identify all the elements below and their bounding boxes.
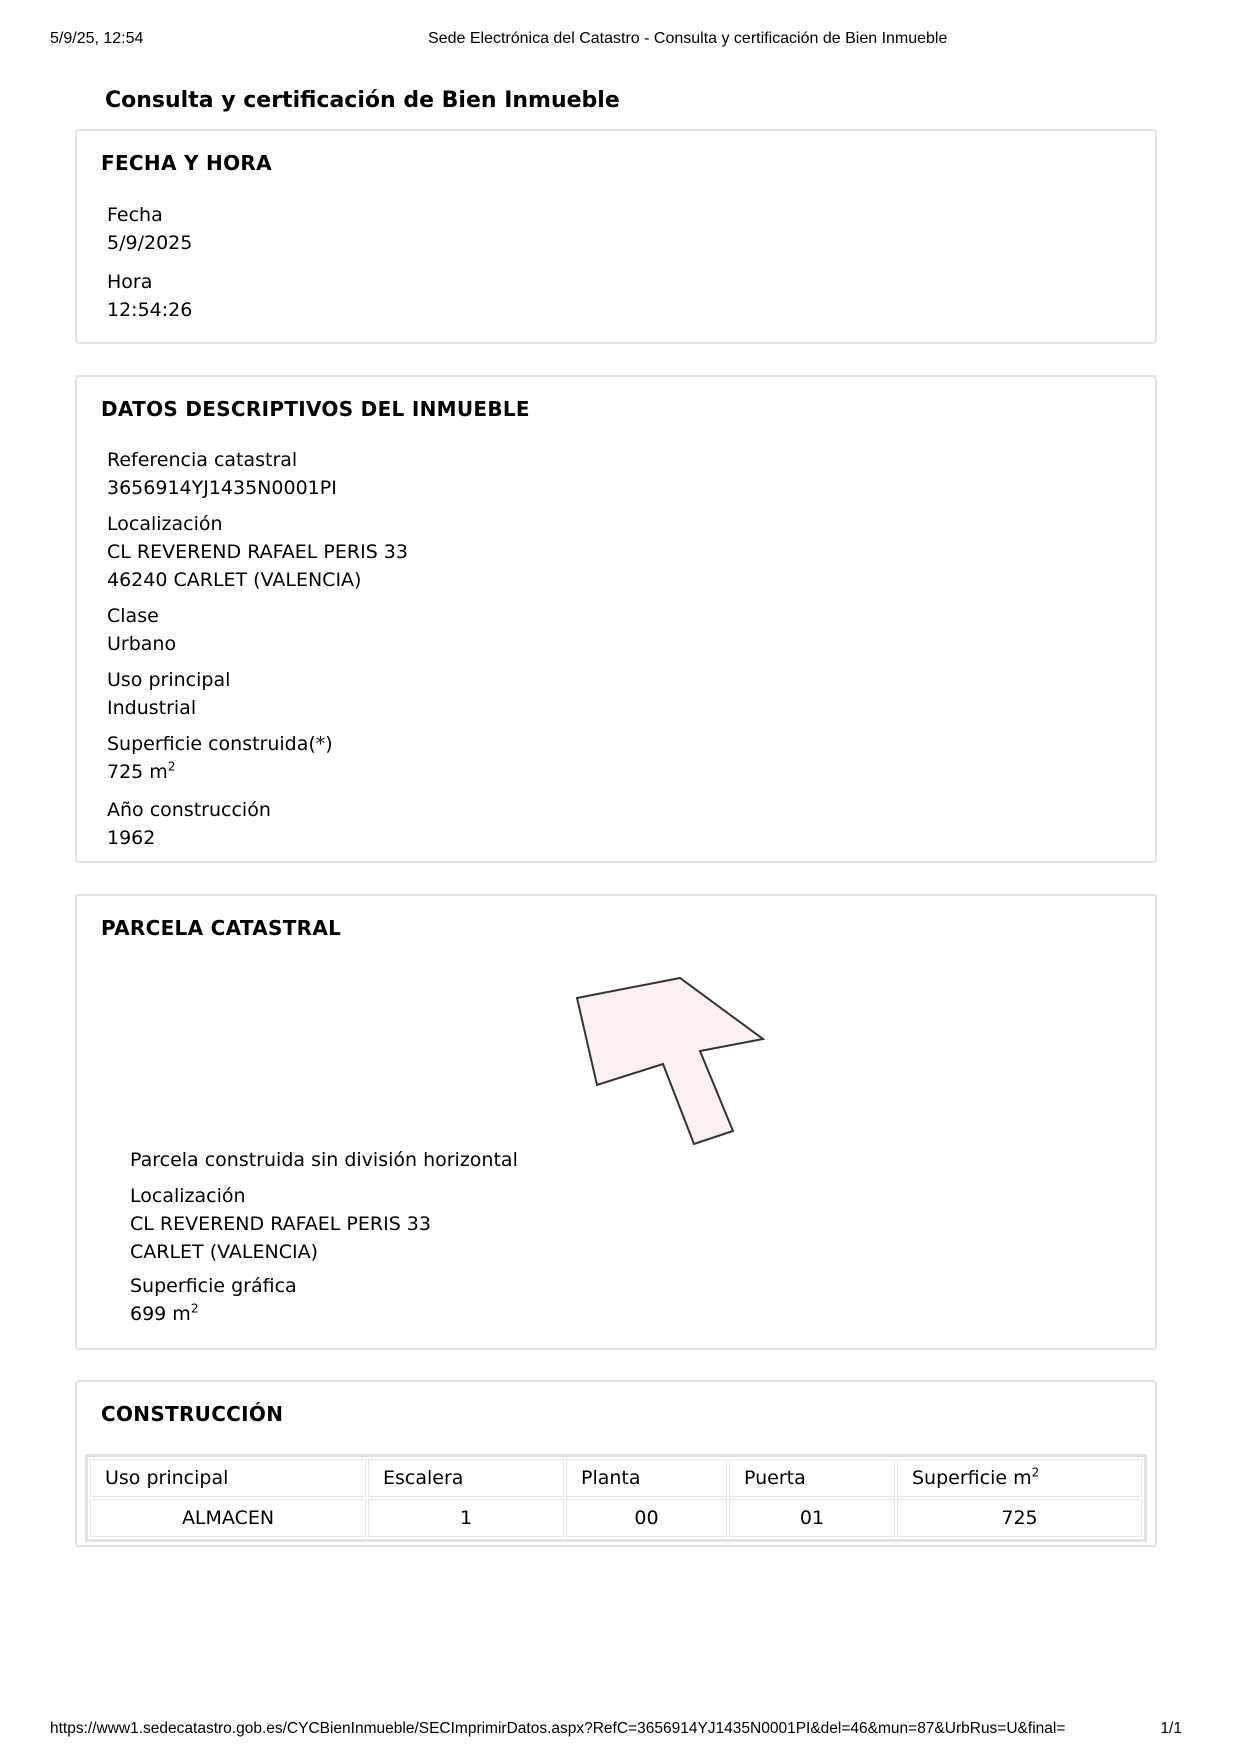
print-document-title: Sede Electrónica del Catastro - Consulta y certificación de Bien Inmueble [428,30,948,47]
parcel-map [527,966,767,1166]
print-date: 5/9/25, 12:54 [50,30,144,47]
cell-escalera: 1 [368,1499,564,1537]
panel-construccion [75,1380,1157,1547]
table-row [90,1499,1142,1537]
fecha-value: 5/9/2025 [107,232,193,254]
section-heading-parcela: PARCELA CATASTRAL [101,916,342,940]
print-header [50,30,1190,54]
localizacion-label: Localización [107,513,223,535]
localizacion-line1: CL REVEREND RAFAEL PERIS 33 [107,541,408,563]
page-title: Consulta y certificación de Bien Inmueble [105,88,620,113]
cell-planta: 00 [566,1499,727,1537]
referencia-label: Referencia catastral [107,449,298,471]
superficie-number: 725 m [107,761,168,783]
clase-label: Clase [107,605,159,627]
parcela-tipo: Parcela construida sin división horizontal [130,1149,518,1171]
column-header-superficie-exponent: 2 [1031,1465,1040,1480]
field-referencia-catastral [107,446,337,502]
superficie-label: Superficie construida(*) [107,733,333,755]
uso-value: Industrial [107,697,197,719]
column-header-planta: Planta [566,1459,727,1497]
section-heading-datos: DATOS DESCRIPTIVOS DEL INMUEBLE [101,397,530,421]
hora-value: 12:54:26 [107,299,193,321]
superficie-grafica-exponent: 2 [190,1301,199,1316]
print-url: https://www1.sedecatastro.gob.es/CYCBienInmueble/SECImprimirDatos.aspx?RefC=3656914YJ1435N0001PI&del=46&mun=87&UrbRus=U&final= [50,1720,1066,1737]
clase-value: Urbano [107,633,177,655]
superficie-grafica-label: Superficie gráfica [130,1275,297,1297]
parcela-localizacion-line2: CARLET (VALENCIA) [130,1241,318,1263]
hora-label: Hora [107,271,153,293]
field-fecha [107,201,192,257]
column-header-puerta: Puerta [729,1459,895,1497]
fecha-label: Fecha [107,204,163,226]
parcela-localizacion-line1: CL REVEREND RAFAEL PERIS 33 [130,1213,431,1235]
panel-parcela-catastral [75,894,1157,1350]
superficie-grafica-value [130,1300,297,1328]
referencia-value: 3656914YJ1435N0001PI [107,477,337,499]
section-heading-construccion: CONSTRUCCIÓN [101,1402,284,1426]
section-heading-fecha-hora: FECHA Y HORA [101,151,272,175]
field-parcela-tipo [130,1146,518,1174]
print-footer [50,1720,1190,1744]
field-superficie-construida [107,730,333,786]
parcela-localizacion-label: Localización [130,1185,246,1207]
superficie-value [107,758,333,786]
anio-label: Año construcción [107,799,271,821]
field-superficie-grafica [130,1272,297,1328]
column-header-superficie [897,1459,1142,1497]
field-parcela-localizacion [130,1182,431,1266]
panel-fecha-hora [75,129,1157,344]
anio-value: 1962 [107,827,156,849]
panel-datos-descriptivos [75,375,1157,863]
column-header-escalera: Escalera [368,1459,564,1497]
construccion-table [85,1454,1147,1542]
superficie-exponent: 2 [167,759,176,774]
table-header-row [90,1459,1142,1497]
column-header-uso: Uso principal [90,1459,366,1497]
print-page-number: 1/1 [1160,1720,1182,1737]
field-uso-principal [107,666,230,722]
parcel-shape [577,978,763,1144]
cell-uso: ALMACEN [90,1499,366,1537]
localizacion-line2: 46240 CARLET (VALENCIA) [107,569,362,591]
field-hora [107,268,192,324]
uso-label: Uso principal [107,669,231,691]
superficie-grafica-number: 699 m [130,1303,191,1325]
cell-superficie: 725 [897,1499,1142,1537]
field-localizacion [107,510,408,594]
cell-puerta: 01 [729,1499,895,1537]
column-header-superficie-text: Superficie m [912,1467,1032,1489]
field-clase [107,602,176,658]
field-anio-construccion [107,796,271,852]
